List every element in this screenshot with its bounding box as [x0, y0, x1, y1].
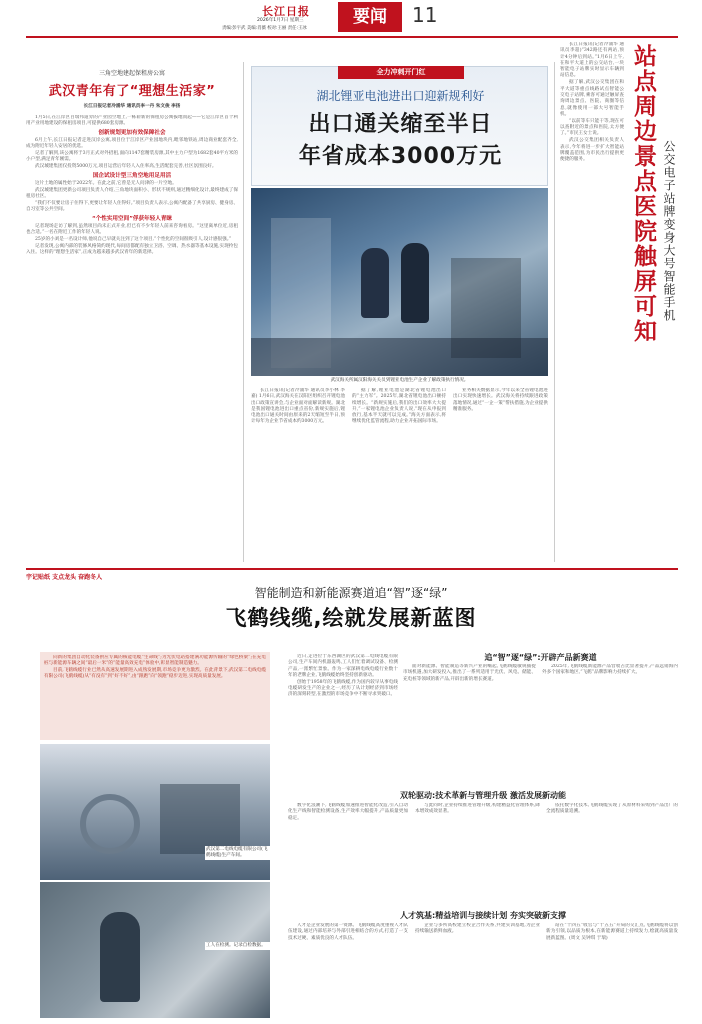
center-col-2: [352, 388, 446, 564]
paragraph: 数字化浪潮下,飞鹤线缆加速推进智能化改造,引入自动化生产线和智能检测设备,生产效率大幅提升,产品质量更加稳定。: [288, 803, 408, 821]
paragraph: “以前等车只能干等,现在可以查附近的景点和医院,太方便了。”市民王女士说。: [560, 118, 624, 137]
feature-headline: 飞鹤线缆,绘就发展新蓝图: [225, 606, 477, 630]
paragraph: 长江日报讯(记者冷涌华 通讯员李小林 李嘉) 1月6日,武汉海关在汉阳区组织召开锂电池出口政策宣讲会,与企业面对面解读新规。湖北是我国锂电池进出口重点省份,新规实施后,锂电池出口通关时间由原来的2天缩短至半日,预计每年为企业节省成本约3000万元。: [251, 388, 345, 425]
paragraph: 与此同时,企业持续推进管理升级,构建精益化管理体系,降本增效成效显著。: [415, 803, 540, 815]
center-col-1: [251, 388, 345, 564]
paragraph: 记者发现,公寓内部的装修风格简约现代,每间房都配有独立卫浴、空调、热水器等基本设施,实现拎包入住。这样的“理想生活家”,正成为越来越多武汉青年的新选择。: [26, 243, 238, 256]
subheading: 国企试设计型三角空地用足用活: [92, 172, 172, 179]
paragraph: 据了解,锂亚电池是湖北省锂电池出口的“主力军”。2025年,湖北省锂电池出口额持续增长。“新规实施后,我们的出口效率大大提升,”一家锂电池企业负责人说,“现在从申报到放行,基本半天就可以完成。”海关方面表示,将继续优化监管流程,助力企业开拓国际市场。: [352, 388, 446, 425]
paragraph: 依托数字化技术,飞鹤线缆实现了从原材料采购到产品出厂的全流程质量追溯。: [546, 803, 678, 815]
masthead-rule: [26, 36, 678, 38]
feature-top-rule: [26, 568, 678, 570]
paragraph: 业务相关数据显示,今年以来全省锂电池进出口实现快速增长。武汉海关将持续跟进政策落地情况,通过“一企一策”帮扶措施,为企业提供精准服务。: [453, 388, 548, 412]
feature-col-9: [415, 923, 540, 1019]
paragraph: 记者了解到,该公寓将于3月正式对外招租,面向1147套精装房源,其中主力户型为1682套40平方米的小户型,满足青年刚需。: [26, 151, 238, 163]
paragraph: 企业与多所高校建立校企合作关系,共建实训基地,为企业持续输送新鲜血液。: [415, 923, 540, 935]
feature-intro: [40, 652, 270, 740]
section-title: 要闻: [338, 2, 402, 32]
paragraph: 面对新能源、智能制造等新兴产业的崛起,飞鹤线缆敏锐捕捉市场机遇,加大研发投入,推出了一系列适用于光伏、风电、储能、充电桩等领域的新产品,开辟出新的增长赛道。: [403, 664, 536, 682]
feature-series-tag: 宇记贴纸 支点龙头 奋跑冬人: [26, 574, 103, 581]
paragraph: 武汉公交集团相关负责人表示,今年将进一步扩大智能站牌覆盖范围,为市民出行提供更便捷的服务。: [560, 138, 624, 163]
battery-inspection-photo: [251, 188, 548, 376]
photo2-caption: 工人在检测。记录自检数据。: [205, 942, 271, 950]
sub-heading-a: 追“智”逐“绿”:开辟产品新赛道: [484, 653, 597, 662]
banner-line1: 湖北锂亚电池进出口迎新规利好: [316, 89, 485, 103]
editor-credits: 责编:彭宇武 美编:肖薇 校对:王丽 责任:王冰: [222, 26, 307, 31]
paragraph: 2025年,飞鹤线缆新能源产品营收占比显著提升,产品远销海内外多个国家和地区,“飞鹤”品牌影响力持续扩大。: [542, 664, 678, 676]
paragraph: 这片土地的属性始于2022年。在此之前,它曾是无人问津的一片空地。: [35, 180, 177, 186]
feature-col-8: [288, 923, 408, 1019]
column-divider: [243, 62, 244, 562]
paragraph: 6月上午,长江日报记者走进汉岸公寓,项目位于江岸区产业园地块内,毗邻地铁站,周边商业配套齐全,成为附近年轻人安居的优选。: [26, 137, 238, 150]
paragraph: 近日,走进位于东西湖区的武汉第二电线电缆有限公司,生产车间内机器轰鸣,工人们忙着调试设备、检测产品,一派繁忙景象。作为一家深耕电线电缆行业数十年的老牌企业,飞鹤线缆始终坚持创新驱动。: [288, 654, 398, 678]
banner: [251, 66, 548, 186]
paragraph: 据了解,武汉公交集团在和平大道等重点线路试点智能公交电子站牌,乘客可通过触屏查询周边景点、医院、商圈等信息,就像使用一部大号智能手机。: [560, 80, 624, 117]
feature-top-line: 智能制造和新能源赛道追“智”逐“绿”: [254, 586, 448, 600]
feature-col-7: [546, 803, 678, 903]
right-headline: 站点周边景点医院触屏可知: [630, 44, 656, 344]
center-col-3: [453, 388, 548, 564]
subheading: 创新规划更加有效保障社会: [98, 129, 166, 136]
feature-col-3: [403, 664, 536, 784]
banner-line3: 年省成本3000万元: [298, 144, 503, 169]
column-divider: [554, 62, 555, 562]
issue-date: 2026年1月7日 星期三: [257, 18, 304, 23]
masthead: [0, 0, 702, 36]
story-byline: 长江日报记者冷涌华 通讯员李一丹 朱文俊 李扬: [83, 104, 181, 109]
story-kicker: 三角空地建起保租房公寓: [98, 70, 165, 77]
paragraph: 武汉城建集团仅投资5000万元,项目运营后年轻人入住率高,生活配套完善,社区氛围良好。: [35, 164, 217, 170]
sub-heading-b: 双轮驱动:技术革新与管理升级 激活发展新动能: [400, 791, 566, 800]
paragraph: 1月5日,在江岸区百瑞邦道旁的产业园空地上,一栋崭新的保租房公寓拔地而起——它是江岸区首个利用产业用地建设的保租房项目,可提供680套房源。: [26, 115, 238, 127]
paragraph: 25岁的小刘是一名设计师,他说自己早就关注到了这个项目,“个性化的空间很吸引人,设计感很强。”: [35, 237, 232, 243]
sub-heading-c: 人才筑基:精益培训与接续计划 夯实突破新支撑: [400, 911, 566, 920]
right-story-body: [560, 42, 624, 562]
paragraph: “我们不仅要让房子住得下,更要让年轻人住得好。”项目负责人表示,公寓内配备了共享厨房、健身房、自习室等公共空间。: [26, 200, 238, 213]
feature-col-5: [288, 803, 408, 903]
feature-col-10: [546, 923, 678, 1019]
worker-photo: [40, 882, 270, 1018]
banner-line2: 出口通关缩至半日: [308, 112, 493, 137]
paragraph: 站在“十四五”收官与“十五五”开局的交汇点,飞鹤线缆将以创新为引领,以品质为根本,在新能源赛道上持续发力,绘就高质量发展新蓝图。(周文 吴钟琪 于瑞): [546, 923, 678, 941]
photo1-caption: 武汉第二电线电缆有限公司(飞鹤线缆)生产车间。: [205, 846, 271, 860]
subheading: “个性实用空间”俘获年轻人青睐: [91, 215, 173, 222]
paragraph: 向新的集团自动化装备供应专属的核能电缆“生命线”;为光伏电站搭建满功能源传输的“绿色桥梁”;在充电桩与新能源车辆之间“最后一米”的“能量高效充电”体验中,彰显智能制造魅力。: [44, 655, 266, 666]
feature-col-1: [288, 654, 398, 784]
paragraph: 创始于1958年的飞鹤线缆,作为国内较早从事电线电缆研发生产的企业之一,经历了从计划经济到市场经济的深刻转型,在激烈的市场竞争中不断寻求突破口。: [288, 679, 398, 698]
paragraph: 武汉城建集团更新公司项目负责人介绍,三角地块面积小、形状不规则,通过精细化设计,最终建成了保租房社区。: [26, 187, 238, 200]
paragraph: 记者现场走访了解到,虽然项目尚未正式开业,但已有不少年轻人前来咨询看房。“这里离单位近,房租也合适。”一名在附近工作的年轻人说。: [26, 223, 238, 236]
feature-col-6: [415, 803, 540, 903]
newspaper-logo: 长江日报: [262, 5, 310, 18]
banner-tag: 全力冲刺开门红: [338, 66, 464, 79]
paragraph: 人才是企业发展的第一资源。飞鹤线缆高度重视人才队伍建设,通过内部培养与外部引进相结合的方式,打造了一支技术过硬、素质优良的人才队伍。: [288, 923, 408, 941]
paragraph: 目前,飞鹤线缆行业已然从高速发展期进入成熟发展期,市场竞争更为激烈。在此背景下,武汉第二电线电缆有限公司(飞鹤线缆)从“有没有”到“好不好”,由“跟跑”向“领跑”稳步迈进,实现高质量发展。: [44, 667, 266, 679]
story-headline: 武汉青年有了“理想生活家”: [48, 84, 216, 99]
photo-caption: 武汉海关所属汉阳海关关员到锂亚电池生产企业了解政策执行情况。: [330, 378, 469, 383]
paragraph: 长江日报讯(记者冷涌华 通讯员李超)“342路还有两站,预计4分钟后到站。”1月6日上午,在和平大道上的公交站台,一块智能电子站牌实时显示车辆到站信息。: [560, 42, 624, 79]
feature-col-4: [542, 664, 678, 784]
left-story: [26, 40, 238, 565]
page-number: 11: [412, 3, 438, 27]
intro-text: [44, 655, 266, 680]
right-subhead: 公交电子站牌变身大号智能手机: [662, 140, 676, 322]
story-body: [26, 115, 238, 257]
